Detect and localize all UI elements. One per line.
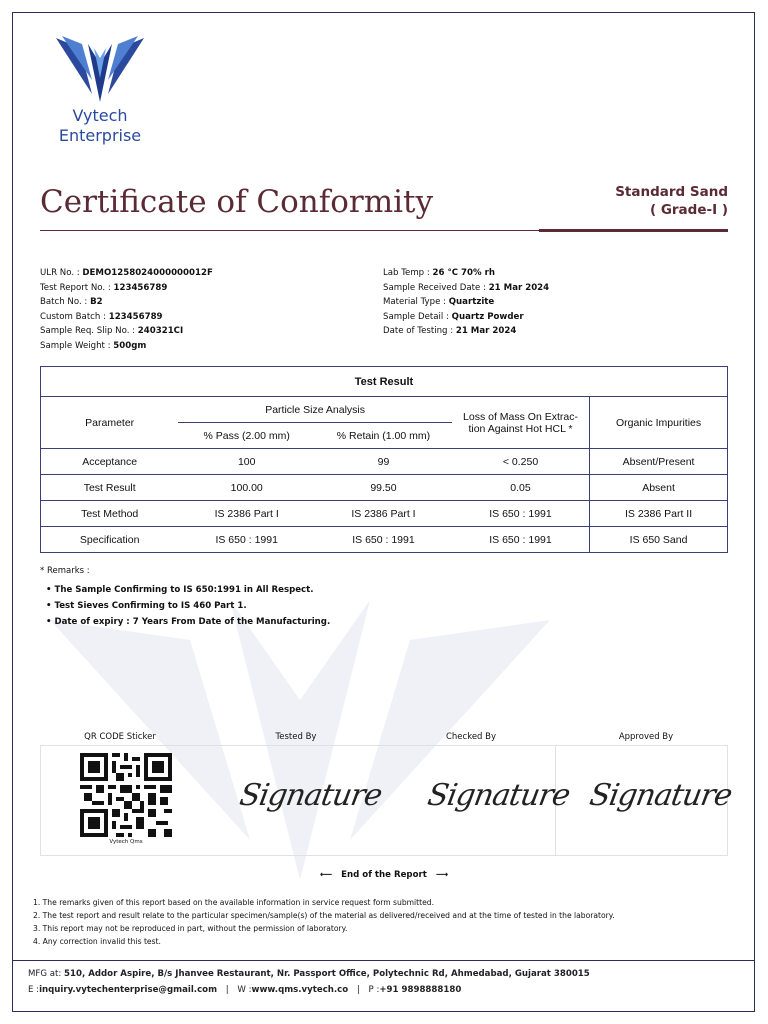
remark-item: • Date of expiry : 7 Years From Date of the Manufacturing. <box>46 614 330 630</box>
info-row <box>40 339 213 354</box>
info-row <box>40 324 213 339</box>
info-value: Quartzite <box>448 297 495 307</box>
sample-info-right <box>383 266 549 339</box>
mfg-address: 510, Addor Aspire, B/s Jhanvee Restaurant, Nr. Passport Office, Polytechnic Rd, Ahmedabad, Gujarat 380015 <box>64 969 590 979</box>
page-title: Certificate of Conformity <box>40 184 434 220</box>
table-row <box>41 501 728 527</box>
end-of-report-text: End of the Report <box>341 870 427 880</box>
separator: | <box>225 985 229 995</box>
arrow-left-icon: ⟵ <box>319 870 333 880</box>
footer-divider <box>13 960 754 961</box>
remark-item: • The Sample Confirming to IS 650:1991 in All Respect. <box>46 582 330 598</box>
info-label: Material Type : <box>383 297 449 307</box>
info-row <box>383 295 549 310</box>
email-label: E : <box>28 985 40 995</box>
table-caption: Test Result <box>41 367 728 397</box>
header-retain: % Retain (1.00 mm) <box>315 423 452 449</box>
cell-loss: IS 650 : 1991 <box>452 527 590 553</box>
header-organic: Organic Impurities <box>590 397 728 449</box>
info-value: DEMO1258024000000012F <box>82 268 213 278</box>
info-label: Sample Detail : <box>383 311 452 322</box>
cell-retain: IS 2386 Part I <box>315 501 452 527</box>
remarks-heading: * Remarks : <box>40 566 90 576</box>
arrow-right-icon: ⟶ <box>435 870 449 880</box>
checked-by-heading: Checked By <box>445 732 497 742</box>
cell-organic: Absent <box>590 475 728 501</box>
cell-retain: 99.50 <box>315 475 452 501</box>
brand-line-2: Enterprise <box>58 126 142 145</box>
cell-pass: IS 650 : 1991 <box>178 527 315 553</box>
standard-label <box>615 183 728 219</box>
cell-loss: < 0.250 <box>452 449 590 475</box>
info-row <box>383 324 549 339</box>
web-label: W : <box>237 985 252 995</box>
info-label: ULR No. : <box>40 268 83 278</box>
cell-pass: 100.00 <box>178 475 315 501</box>
table-row <box>41 449 728 475</box>
title-divider-accent <box>539 229 728 232</box>
info-label: Sample Req. Slip No. : <box>40 326 138 336</box>
info-value: 21 Mar 2024 <box>488 282 550 293</box>
note-item: 2. The test report and result relate to the particular specimen/sample(s) of the material as delivered/received and at the time of tested in the laboratory. <box>33 911 615 920</box>
qr-heading: QR CODE Sticker <box>84 732 156 742</box>
cell-loss: 0.05 <box>452 475 590 501</box>
header-parameter: Parameter <box>41 397 179 449</box>
info-value: B2 <box>90 297 103 307</box>
info-value: 21 Mar 2024 <box>455 326 517 336</box>
info-row <box>383 266 549 281</box>
note-item: 3. This report may not be reproduced in part, without the permission of laboratory. <box>33 924 348 933</box>
info-label: Sample Received Date : <box>383 282 489 293</box>
table-row <box>41 475 728 501</box>
cell-loss: IS 650 : 1991 <box>452 501 590 527</box>
info-row <box>40 266 213 281</box>
info-value: 123456789 <box>113 282 168 293</box>
info-label: Batch No. : <box>40 297 91 307</box>
footer-address-line <box>28 966 590 982</box>
info-label: Test Report No. : <box>40 282 114 293</box>
brand-line-1: Vytech <box>72 106 128 125</box>
header-loss-line-2: tion Against Hot HCL * <box>468 422 573 435</box>
header-psa: Particle Size Analysis <box>178 397 452 423</box>
tested-by-heading: Tested By <box>275 732 317 742</box>
mfg-label: MFG at: <box>28 969 65 979</box>
qr-caption: Vytech Qms <box>109 839 143 845</box>
phone-label: P : <box>368 985 380 995</box>
cell-organic: IS 650 Sand <box>590 527 728 553</box>
info-label: Date of Testing : <box>383 326 456 336</box>
info-label: Custom Batch : <box>40 311 109 322</box>
separator: | <box>356 985 360 995</box>
cell-pass: 100 <box>178 449 315 475</box>
tested-by-signature: Signature <box>236 778 385 813</box>
cell-organic: Absent/Present <box>590 449 728 475</box>
remark-item: • Test Sieves Confirming to IS 460 Part 1. <box>46 598 330 614</box>
cell-param: Test Method <box>41 501 179 527</box>
cell-organic: IS 2386 Part II <box>590 501 728 527</box>
note-item: 4. Any correction invalid this test. <box>33 937 161 946</box>
test-result-table <box>40 366 728 553</box>
email-link[interactable]: inquiry.vytechenterprise@gmail.com <box>39 985 218 995</box>
note-item: 1. The remarks given of this report based on the available information in service request form submitted. <box>33 898 435 907</box>
info-value: 500gm <box>113 340 147 351</box>
company-logo <box>50 34 150 146</box>
header-loss <box>452 397 590 449</box>
info-value: 123456789 <box>108 311 163 322</box>
vytech-logo-icon <box>52 34 148 104</box>
cell-param: Specification <box>41 527 179 553</box>
header-pass: % Pass (2.00 mm) <box>178 423 315 449</box>
info-value: Quartz Powder <box>451 311 524 322</box>
phone-link[interactable]: +91 9898888180 <box>379 985 462 995</box>
info-label: Sample Weight : <box>40 340 114 351</box>
info-row <box>40 281 213 296</box>
cell-retain: 99 <box>315 449 452 475</box>
standard-line-1: Standard Sand <box>615 184 728 200</box>
info-row <box>383 310 549 325</box>
remarks-list <box>46 582 330 630</box>
sample-info-left <box>40 266 213 353</box>
standard-line-2: ( Grade-I ) <box>649 202 728 218</box>
disclaimer-notes <box>33 896 615 948</box>
cell-param: Test Result <box>41 475 179 501</box>
approved-by-signature: Signature <box>586 778 735 813</box>
web-link[interactable]: www.qms.vytech.co <box>251 985 349 995</box>
table-row <box>41 527 728 553</box>
checked-by-signature: Signature <box>424 778 573 813</box>
end-of-report <box>0 870 768 880</box>
cell-retain: IS 650 : 1991 <box>315 527 452 553</box>
qr-code-icon[interactable] <box>80 753 172 837</box>
info-value: 26 °C 70% rh <box>432 268 495 278</box>
info-row <box>40 295 213 310</box>
cell-param: Acceptance <box>41 449 179 475</box>
info-label: Lab Temp : <box>383 268 433 278</box>
info-row <box>383 281 549 296</box>
info-value: 240321CI <box>137 326 184 336</box>
footer-contact-line <box>28 982 590 998</box>
header-loss-line-1: Loss of Mass On Extrac- <box>463 410 578 423</box>
footer <box>28 966 590 998</box>
approved-by-heading: Approved By <box>618 732 674 742</box>
cell-pass: IS 2386 Part I <box>178 501 315 527</box>
info-row <box>40 310 213 325</box>
